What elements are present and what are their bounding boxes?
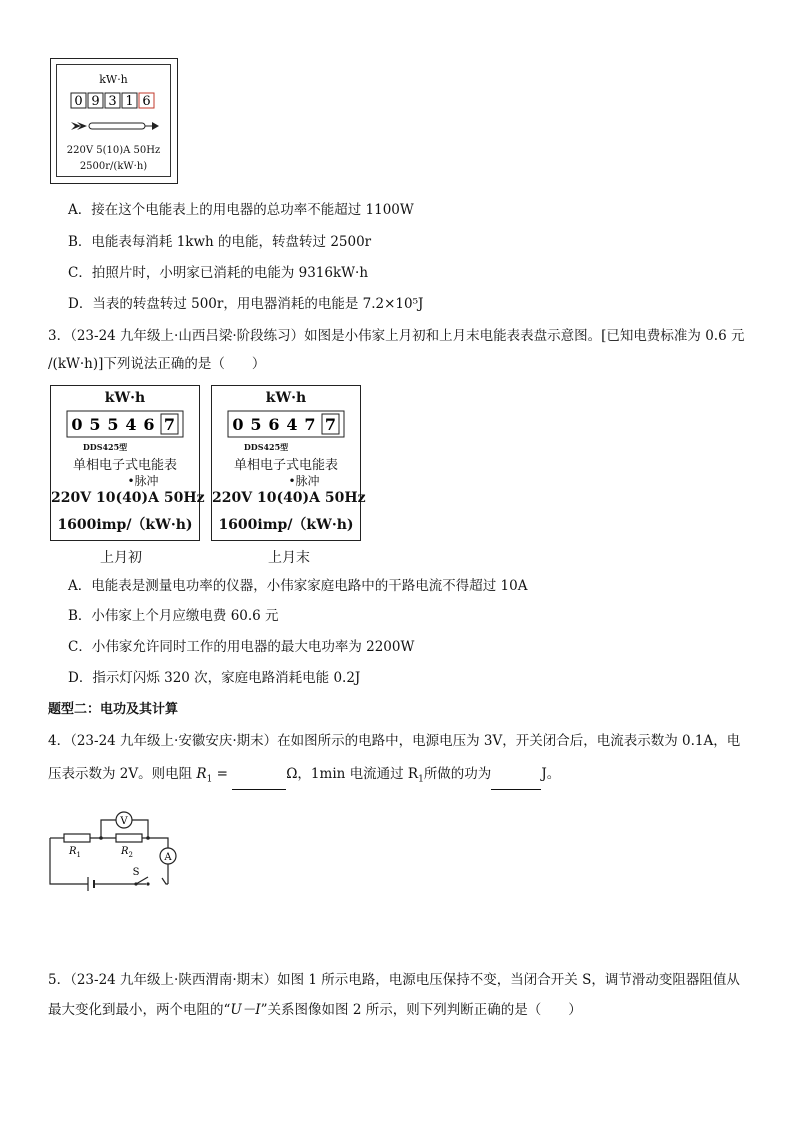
meter-model: DDS425型: [82, 442, 128, 452]
q3-option-a: A．电能表是测量电功率的仪器，小伟家家庭电路中的干路电流不得超过 10A: [68, 578, 528, 594]
meter-model: DDS425型: [243, 442, 289, 452]
rotation-arrow-icon: [69, 119, 161, 133]
meter-unit: kW·h: [99, 73, 128, 86]
meter-caption-end: 上月末: [268, 550, 310, 566]
q4-text: 所做的功为: [423, 766, 492, 782]
meter-digits: [227, 410, 345, 438]
answer-blank-work[interactable]: [491, 773, 541, 790]
meter-face: [56, 64, 171, 177]
switch-symbol: [136, 877, 148, 884]
meter-spec: 220V 5(10)A 50Hz: [66, 145, 161, 156]
answer-blank-resistance[interactable]: [232, 773, 286, 790]
q4-stem-line1: 4．（23-24 九年级上·安徽安庆·期末）在如图所示的电路中，电源电压为 3V，开关闭合后，电流表示数为 0.1A，电: [48, 733, 741, 749]
meter-digit: 5: [250, 415, 262, 434]
meter-name: 单相电子式电能表: [72, 458, 177, 473]
meter-unit: kW·h: [265, 390, 307, 406]
q4-stem-line2: [48, 764, 560, 790]
meter-digit: 3: [108, 94, 117, 109]
meter-digit: 7: [304, 415, 316, 434]
ammeter-label: A: [164, 852, 172, 863]
meter-digits: [66, 410, 184, 438]
q3-stem-line1: 3．（23-24 九年级上·山西吕梁·阶段练习）如图是小伟家上月初和上月末电能表表盘示意图。[已知电费标准为 0.6 元: [48, 328, 745, 344]
meter-digit: 9: [91, 94, 100, 109]
energy-meter-end: [211, 385, 366, 541]
section-title: 题型二：电功及其计算: [48, 702, 179, 717]
meter-digit: 4: [125, 415, 137, 434]
meter-caption-start: 上月初: [100, 550, 142, 566]
q4-text: Ω，1min 电流通过 R: [286, 766, 419, 782]
meter-digit: 0: [74, 94, 83, 109]
meter-pulse: •脉冲: [127, 474, 159, 488]
q3-option-c: C．小伟家允许同时工作的用电器的最大电功率为 2200W: [68, 639, 415, 655]
meter-digit: 6: [143, 415, 155, 434]
circuit-diagram: [44, 798, 184, 898]
energy-meter-start: [50, 385, 205, 541]
meter-digit: 5: [89, 415, 101, 434]
q2-option-d: D．当表的转盘转过 500r，用电器消耗的电能是 7.2×10⁵J: [68, 296, 424, 312]
meter-digit: 4: [286, 415, 298, 434]
meter-pulse: •脉冲: [288, 474, 320, 488]
meter-digit: 7: [163, 415, 176, 434]
q5-stem-line2: [48, 1000, 582, 1020]
meter-unit: kW·h: [104, 390, 146, 406]
q4-text: J。: [541, 766, 561, 782]
q2-option-a: A．接在这个电能表上的用电器的总功率不能超过 1100W: [68, 202, 414, 218]
q3-option-b: B．小伟家上个月应缴电费 60.6 元: [68, 608, 279, 624]
q2-option-b: B．电能表每消耗 1kwh 的电能，转盘转过 2500r: [68, 234, 372, 250]
meter-digit: 1: [125, 94, 134, 109]
q2-option-c: C．拍照片时，小明家已消耗的电能为 9316kW·h: [68, 265, 369, 281]
meter-digit: 0: [71, 415, 83, 434]
q4-text: =: [212, 766, 233, 782]
meter-constant: 1600imp/（kW·h): [57, 517, 193, 533]
q4-r1-symbol: $R_1$: [196, 766, 213, 785]
q5-text: ”关系图像如图 2 所示，则下列判断正确的是（ ）: [260, 1002, 582, 1018]
meter-digits: [69, 92, 159, 110]
q4-text: 压表示数为 2V。则电阻: [48, 766, 197, 782]
meter-constant: 2500r/(kW·h): [79, 161, 148, 172]
q4-text: 1: [418, 774, 424, 785]
q3-stem-line2: /(kW·h)]下列说法正确的是（ ）: [48, 356, 266, 372]
q3-option-d: D．指示灯闪烁 320 次，家庭电路消耗电能 0.2J: [68, 670, 361, 686]
meter-name: 单相电子式电能表: [233, 458, 338, 473]
r2-label: $R_2$: [121, 846, 133, 859]
resistor-r1: [64, 834, 90, 842]
voltmeter-label: V: [120, 816, 128, 827]
resistor-r2: [116, 834, 142, 842]
meter-spec: 220V 10(40)A 50Hz: [51, 490, 205, 506]
q5-ui-symbol: U－I: [230, 1002, 261, 1018]
energy-meter-image: [50, 58, 178, 184]
meter-digit: 6: [142, 94, 151, 109]
meter-digit: 5: [107, 415, 119, 434]
meter-spec: 220V 10(40)A 50Hz: [212, 490, 366, 506]
meter-digit: 7: [324, 415, 337, 434]
meter-constant: 1600imp/（kW·h): [218, 517, 354, 533]
meter-digit: 0: [232, 415, 244, 434]
q5-stem-line1: 5．（23-24 九年级上·陕西渭南·期末）如图 1 所示电路，电源电压保持不变，当闭合开关 S，调节滑动变阻器阻值从: [48, 972, 740, 988]
q5-text: 最大变化到最小，两个电阻的“: [48, 1002, 231, 1018]
switch-label: S: [132, 867, 140, 878]
meter-digit: 6: [268, 415, 280, 434]
r1-label: $R_1$: [69, 846, 81, 859]
